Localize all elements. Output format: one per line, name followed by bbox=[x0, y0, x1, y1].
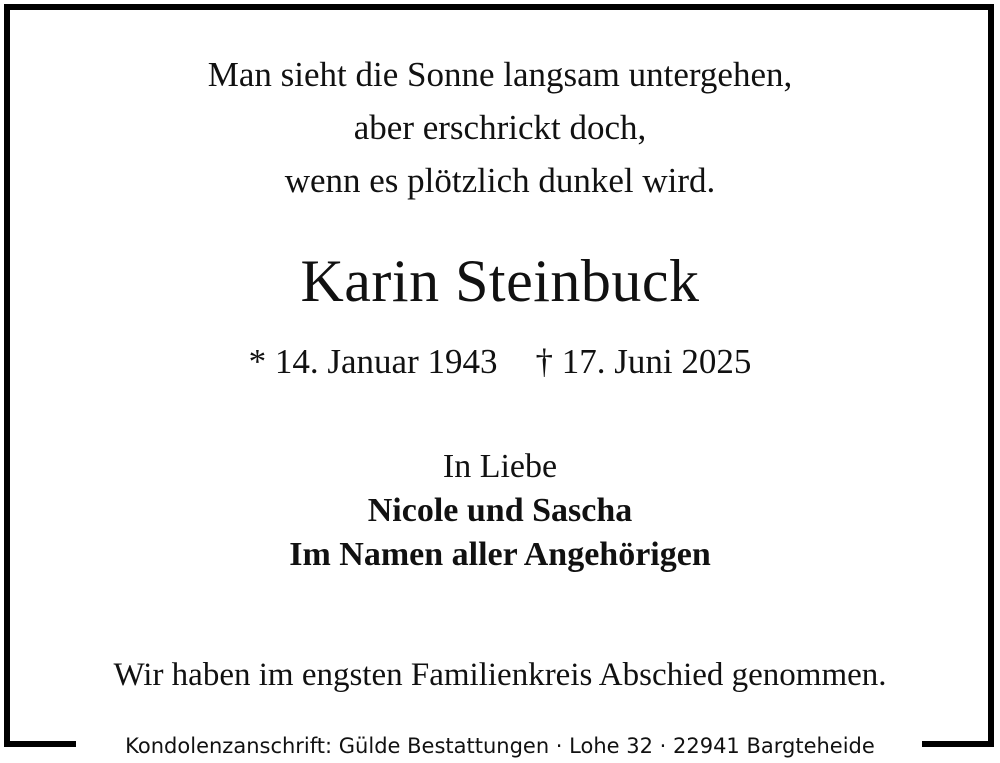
mourners-family: Im Namen aller Angehörigen bbox=[289, 536, 711, 573]
poem-line-1: Man sieht die Sonne langsam untergehen, bbox=[207, 55, 793, 94]
life-dates bbox=[0, 340, 1000, 384]
footer bbox=[0, 729, 1000, 763]
farewell-note: Wir haben im engsten Familienkreis Abschied genommen. bbox=[113, 657, 887, 693]
mourners-block bbox=[0, 445, 1000, 577]
mourners-intro: In Liebe bbox=[442, 448, 558, 485]
poem-line-2: aber erschrickt doch, bbox=[353, 108, 647, 147]
death-date: † 17. Juni 2025 bbox=[535, 342, 752, 381]
poem-line-3: wenn es plötzlich dunkel wird. bbox=[284, 161, 716, 200]
birth-date: * 14. Januar 1943 bbox=[248, 342, 498, 381]
mourners-names: Nicole und Sascha bbox=[367, 492, 633, 529]
condolence-address: Kondolenzanschrift: Gülde Bestattungen · Lohe 32 · 22941 Bargteheide bbox=[117, 734, 883, 758]
poem bbox=[0, 48, 1000, 207]
deceased-name: Karin Steinbuck bbox=[300, 248, 700, 314]
